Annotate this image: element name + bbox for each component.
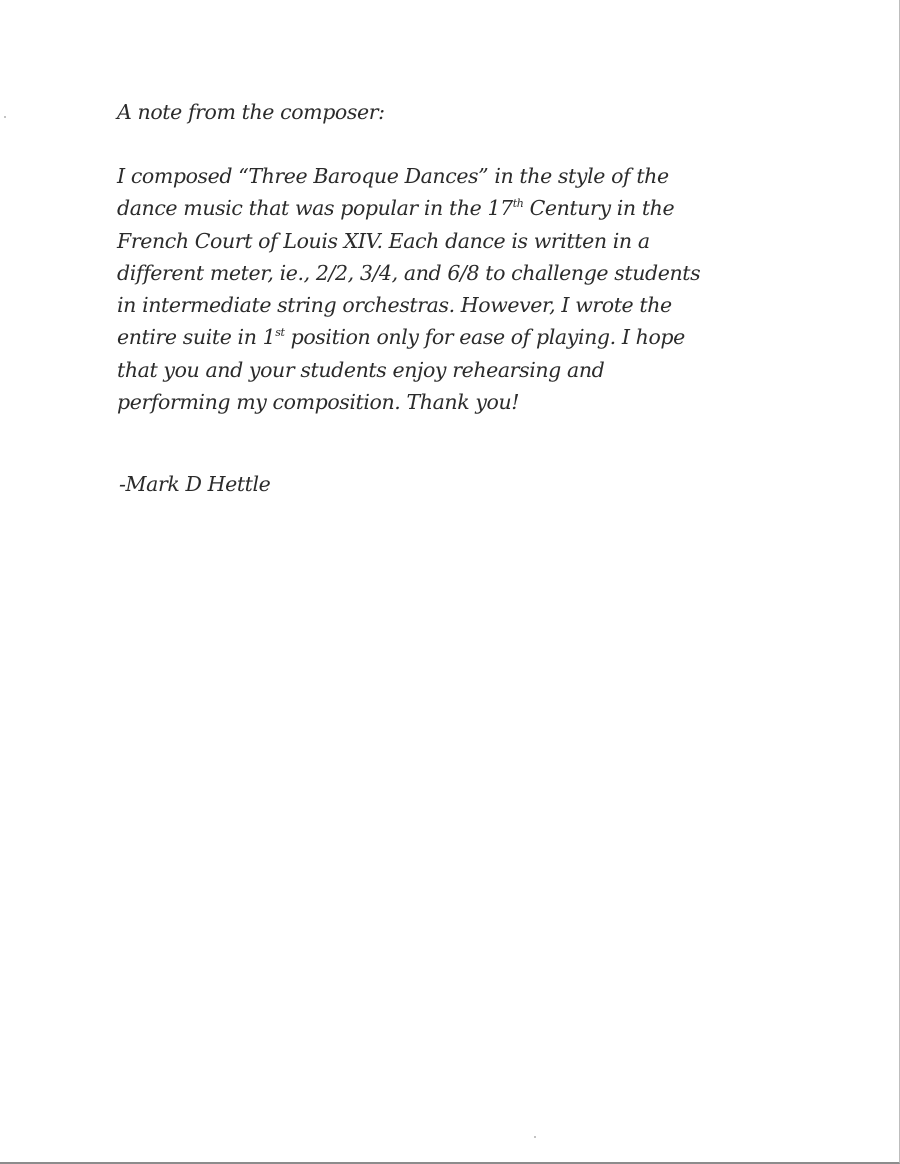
note-line: French Court of Louis XIV. Each dance is written in a [117,228,650,253]
scan-speck [534,1136,536,1138]
note-line: performing my composition. Thank you! [117,390,520,415]
note-line: entire suite in 1st position only for ease of playing. I hope [117,325,685,350]
note-line: that you and your students enjoy rehearsing and [117,357,605,382]
ordinal-suffix: st [275,326,285,340]
note-line: I composed “Three Baroque Dances” in the style of the [117,164,669,188]
note-body [117,160,817,418]
note-line: in intermediate string orchestras. However, I wrote the [117,293,672,318]
note-line: dance music that was popular in the 17th Century in the [117,196,675,221]
ordinal-suffix: th [512,197,524,211]
composer-note [117,95,817,418]
composer-signature: -Mark D Hettle [119,472,271,496]
scan-speck [4,116,6,118]
note-heading: A note from the composer: [117,100,385,124]
note-line: different meter, ie., 2/2, 3/4, and 6/8 to challenge students [117,260,701,285]
